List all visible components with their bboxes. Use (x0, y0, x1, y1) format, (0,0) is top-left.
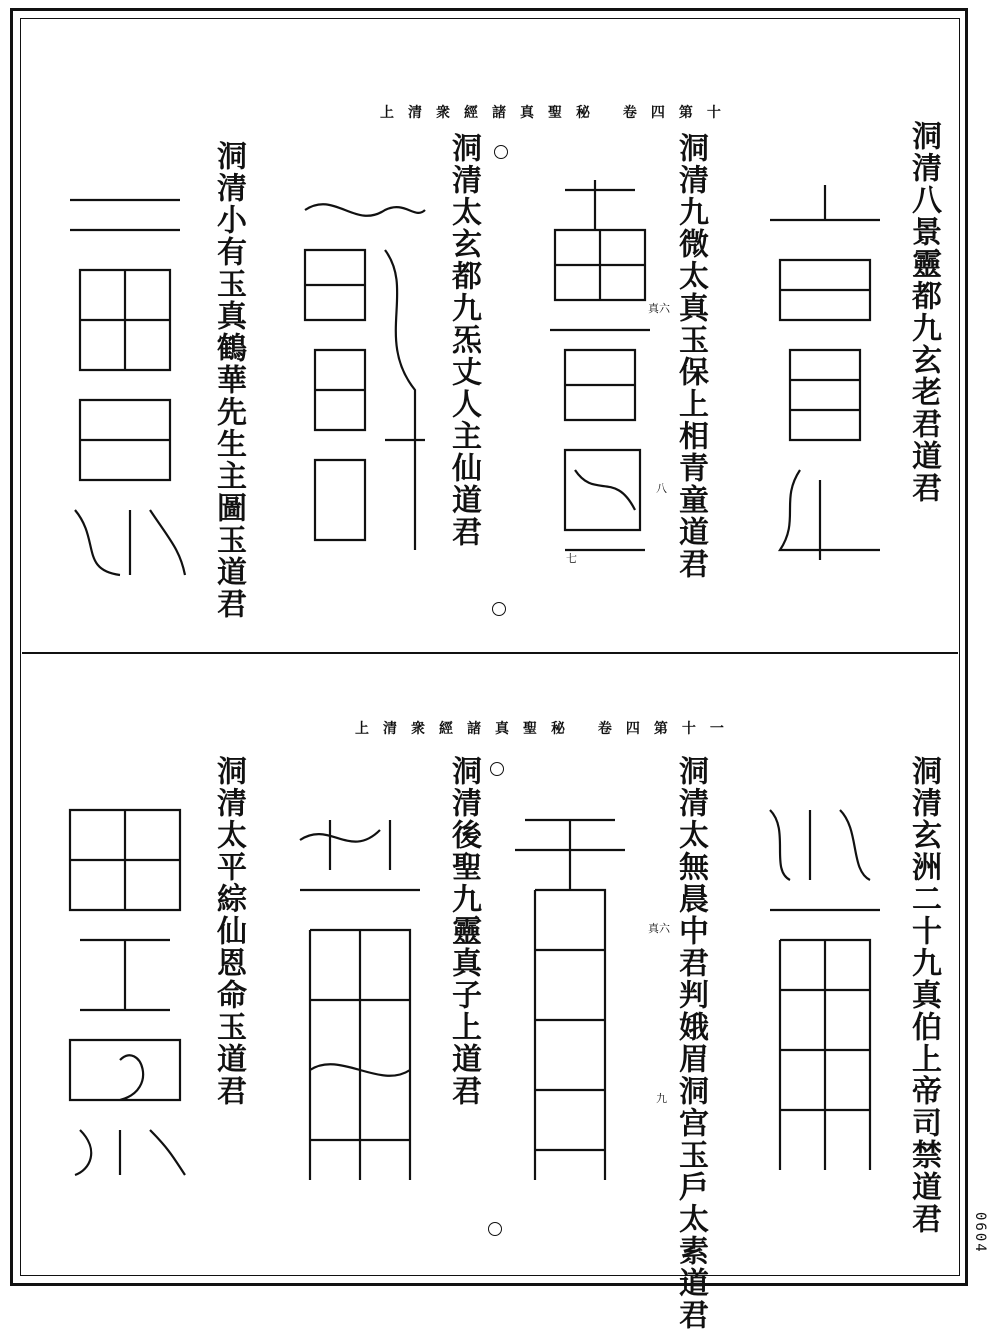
top-column-1: 洞清八景靈都九玄老君道君 (906, 120, 941, 504)
top-seal-glyph-3 (295, 190, 430, 570)
bottom-seal-glyph-4 (60, 800, 190, 1180)
bottom-note-2: 九 (656, 1092, 667, 1105)
top-circle-mark-1 (494, 145, 508, 159)
top-circle-mark-2 (492, 602, 506, 616)
bottom-seal-glyph-1 (760, 790, 890, 1190)
top-note-1: 真六 (648, 302, 670, 315)
top-column-4: 洞清小有玉真鶴華先生主圖玉道君 (211, 140, 246, 620)
bottom-circle-mark-1 (490, 762, 504, 776)
bottom-column-4: 洞清太平綜仙恩命玉道君 (211, 755, 246, 1107)
top-note-3: 七 (566, 552, 577, 565)
bottom-column-1: 洞清玄洲二十九真伯上帝司禁道君 (906, 755, 941, 1235)
bottom-column-3: 洞清後聖九靈真子上道君 (446, 755, 481, 1107)
top-seal-glyph-1 (760, 180, 890, 580)
page-number: 0604 (972, 1212, 988, 1254)
bottom-header: 上清衆經諸真聖秘 卷四第十一 (355, 721, 738, 737)
bottom-column-2: 洞清太無晨中君判娥眉洞宫玉戶太素道君 (673, 755, 708, 1331)
top-seal-glyph-2 (535, 170, 665, 570)
bottom-circle-mark-2 (488, 1222, 502, 1236)
bottom-seal-glyph-3 (290, 810, 430, 1190)
top-column-2: 洞清九微太真玉保上相青童道君 (673, 132, 708, 580)
bottom-note-1: 真六 (648, 922, 670, 935)
page-divider (22, 652, 958, 654)
bottom-seal-glyph-2 (505, 800, 635, 1190)
top-column-3: 洞清太玄都九炁丈人主仙道君 (446, 132, 481, 548)
top-header: 上清衆經諸真聖秘 卷四第十 (380, 105, 735, 121)
top-note-2: 八 (656, 482, 667, 495)
top-seal-glyph-4 (60, 190, 190, 580)
